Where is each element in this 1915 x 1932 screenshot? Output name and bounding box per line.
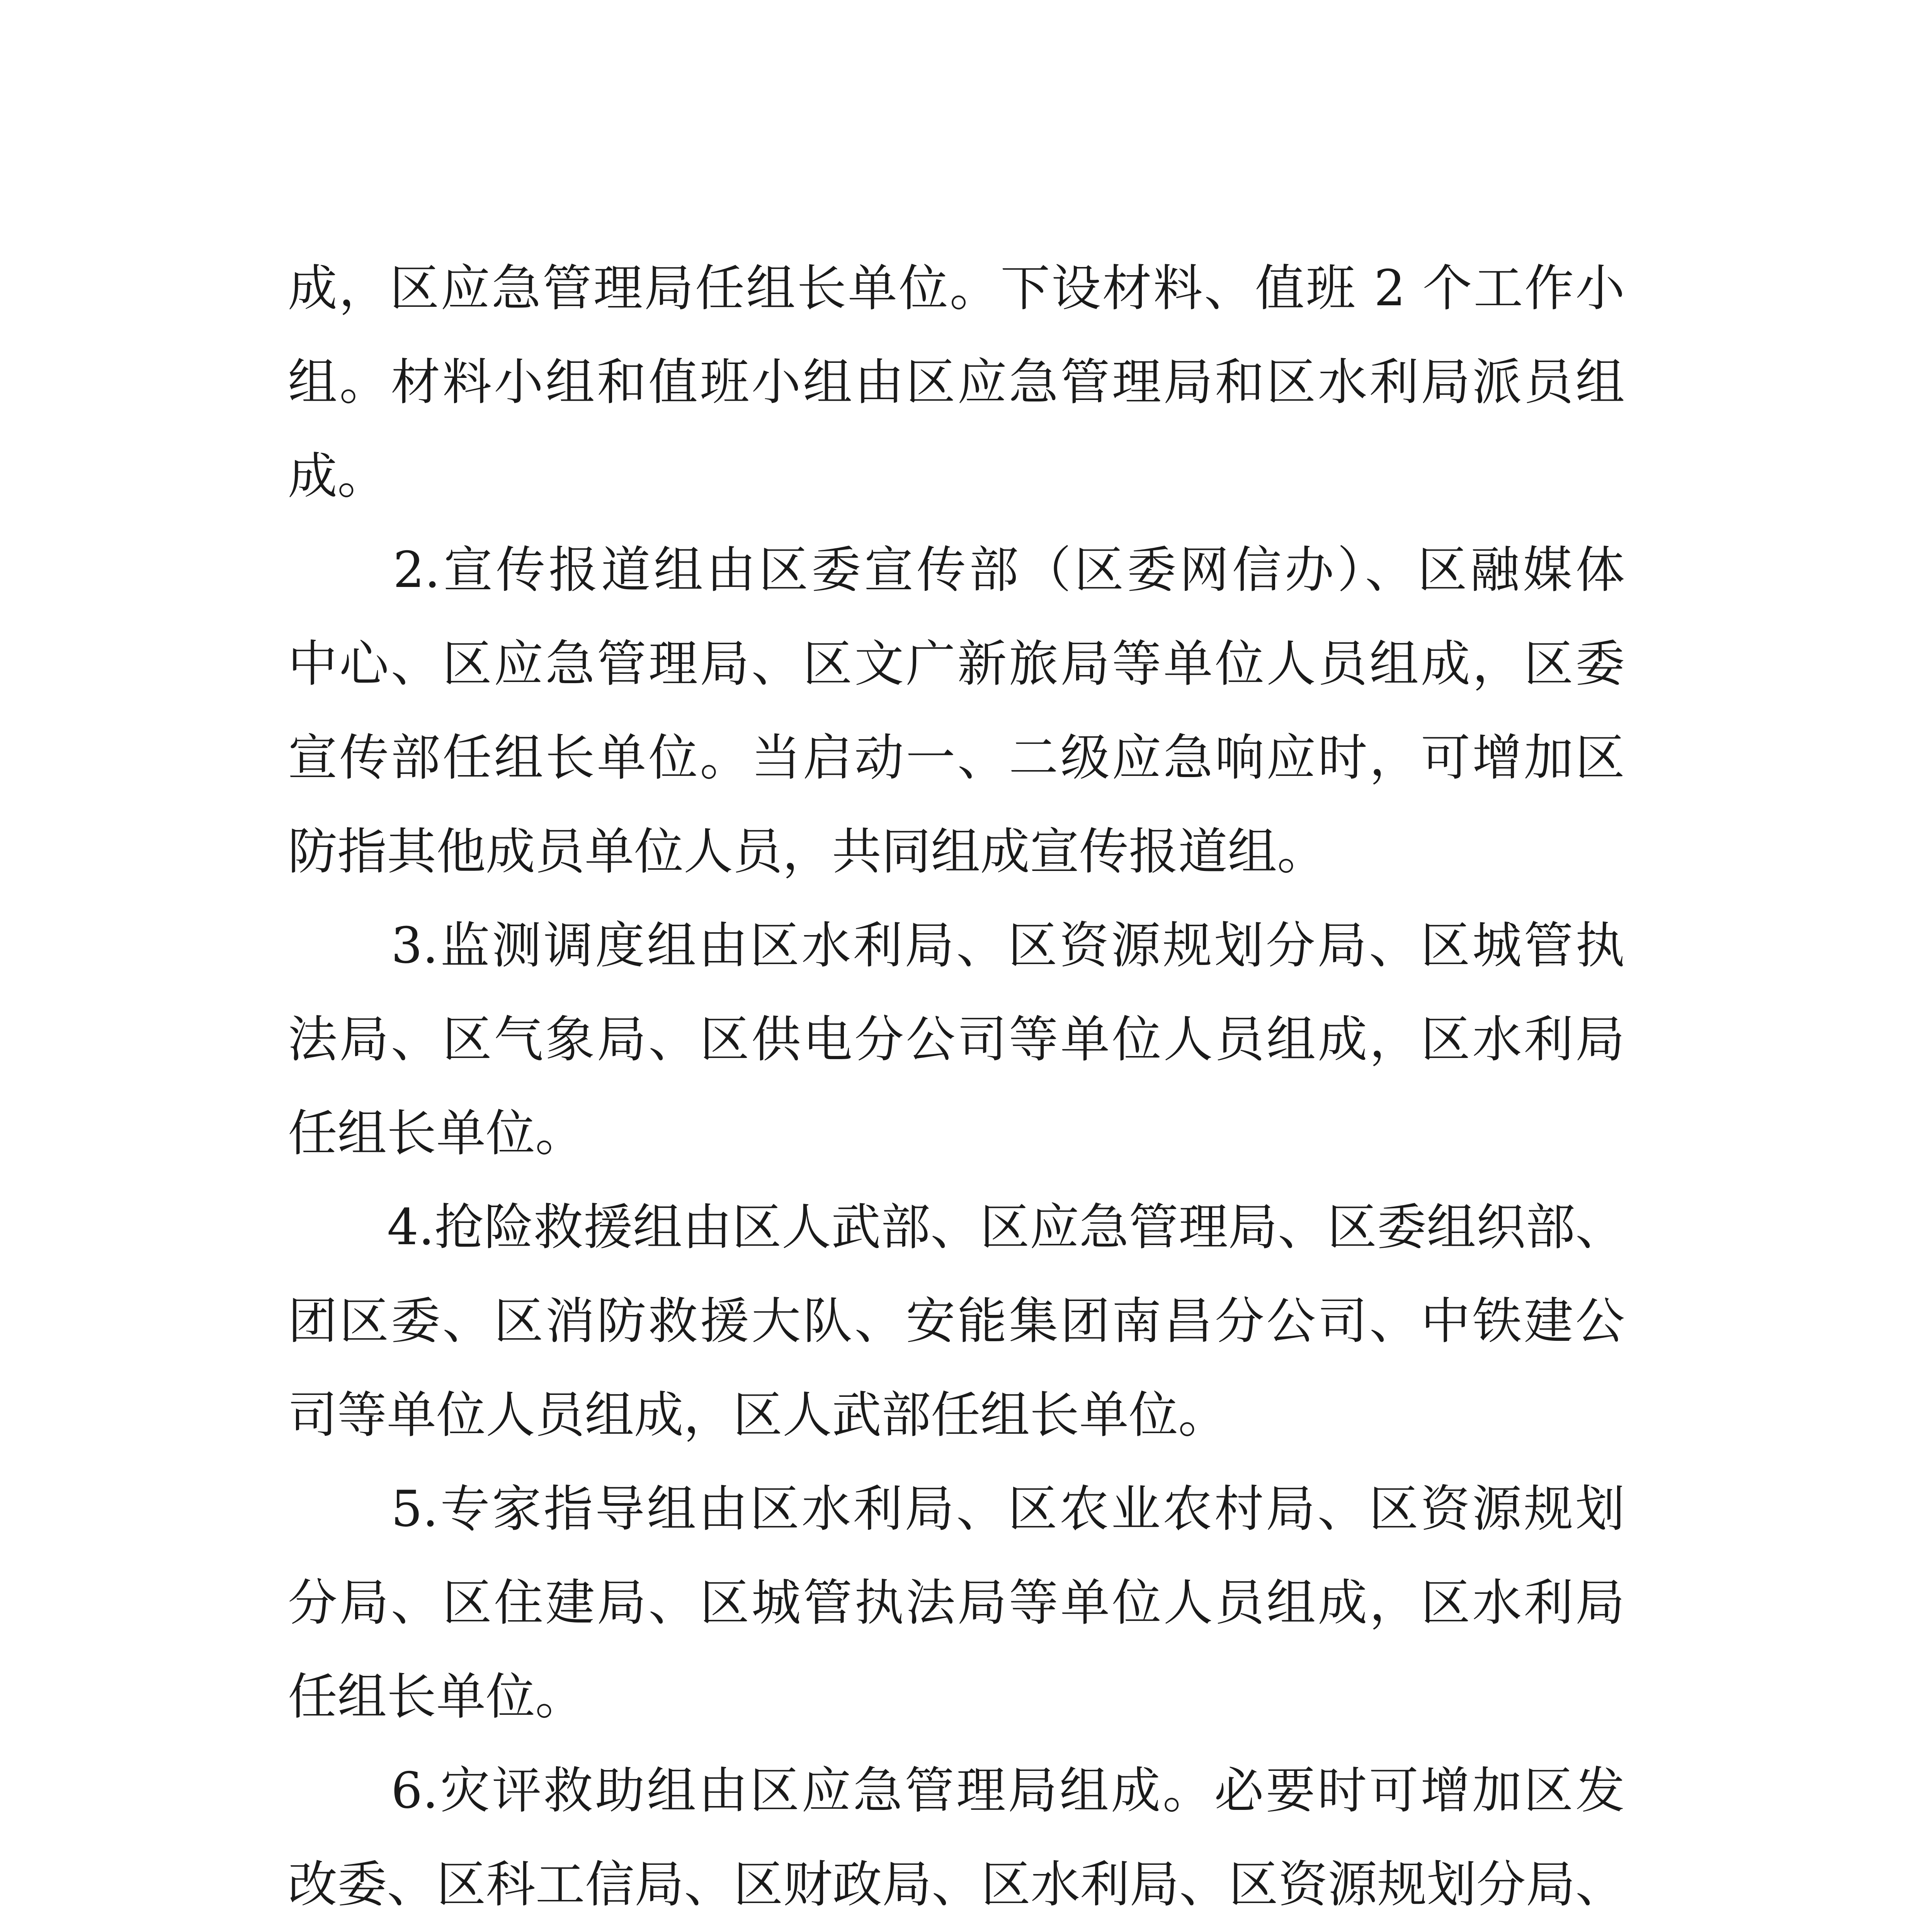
text-line: 成。: [288, 447, 387, 505]
text-line: 任组长单位。: [288, 1668, 585, 1726]
text-line: 4.抢险救援组由区人武部、区应急管理局、区委组织部、: [288, 1199, 1625, 1256]
text-line: 成，区应急管理局任组长单位。下设材料、值班 2 个工作小: [288, 260, 1625, 317]
text-line: 2.宣传报道组由区委宣传部（区委网信办）、区融媒体: [288, 541, 1625, 599]
text-line: 5.专家指导组由区水利局、区农业农村局、区资源规划: [288, 1480, 1625, 1538]
text-line: 组。材料小组和值班小组由区应急管理局和区水利局派员组: [288, 354, 1625, 411]
text-line: 团区委、区消防救援大队、安能集团南昌分公司、中铁建公: [288, 1293, 1625, 1350]
text-line: 中心、区应急管理局、区文广新旅局等单位人员组成，区委: [288, 635, 1625, 693]
text-line: 司等单位人员组成，区人武部任组长单位。: [288, 1386, 1228, 1444]
text-line: 防指其他成员单位人员，共同组成宣传报道组。: [288, 823, 1327, 881]
text-line: 3.监测调度组由区水利局、区资源规划分局、区城管执: [288, 917, 1625, 975]
text-line: 6.灾评救助组由区应急管理局组成。必要时可增加区发: [288, 1762, 1625, 1820]
text-line: 任组长单位。: [288, 1105, 585, 1162]
document-body: [288, 242, 1625, 1932]
text-line: 法局、区气象局、区供电分公司等单位人员组成，区水利局: [288, 1011, 1625, 1068]
text-line: 改委、区科工信局、区财政局、区水利局、区资源规划分局、: [288, 1856, 1625, 1913]
text-line: 分局、区住建局、区城管执法局等单位人员组成，区水利局: [288, 1574, 1625, 1632]
text-line: 宣传部任组长单位。当启动一、二级应急响应时，可增加区: [288, 729, 1625, 787]
